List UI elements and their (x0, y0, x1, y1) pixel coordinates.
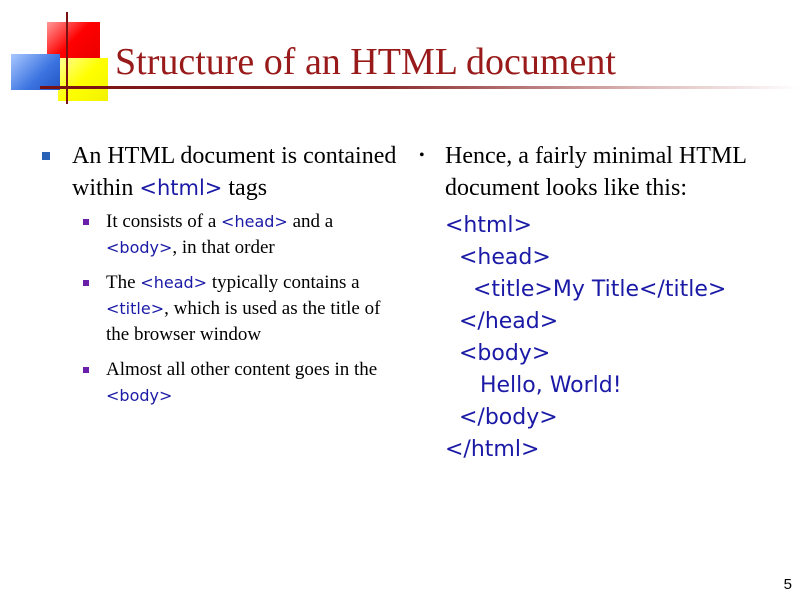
inline-code: <body> (106, 386, 173, 405)
inline-code: <html> (139, 176, 223, 200)
main-bullet (40, 140, 400, 204)
square-bullet-icon (83, 219, 89, 225)
bullet-text: tags (222, 175, 268, 201)
title-underline (40, 86, 800, 89)
vertical-line-shape (66, 12, 68, 104)
bullet-text: and a (287, 211, 334, 232)
bullet-text: An HTML document is contained within (72, 143, 397, 201)
right-column (411, 140, 781, 466)
right-bullet (411, 140, 781, 204)
left-column (40, 140, 400, 409)
bullet-text: Almost all other content goes in the (106, 359, 378, 380)
page-number: 5 (783, 576, 792, 593)
code-line: <body> (445, 341, 551, 366)
sub-bullet (40, 209, 400, 261)
code-line: <head> (445, 245, 551, 270)
bullet-text: Hence, a fairly minimal HTML document looks like this: (445, 143, 747, 201)
inline-code: <head> (140, 273, 208, 292)
sub-bullet (40, 270, 400, 348)
bullet-text: The (106, 272, 141, 293)
inline-code: <head> (221, 212, 288, 231)
sub-bullet (40, 357, 400, 409)
blue-square-shape (11, 54, 60, 90)
code-line: </body> (445, 405, 558, 430)
bullet-text: It consists of a (106, 211, 222, 232)
square-bullet-icon (42, 152, 50, 160)
inline-code: <title> (106, 299, 165, 318)
bullet-text: typically contains a (207, 272, 360, 293)
code-line: </head> (445, 309, 559, 334)
square-bullet-icon (83, 367, 89, 373)
slide-title: Structure of an HTML document (115, 41, 616, 83)
dot-bullet-icon: • (419, 147, 425, 164)
code-line: <html> (445, 213, 532, 238)
code-line: <title>My Title</title> (445, 277, 727, 302)
slide-logo-decoration (0, 0, 110, 110)
code-example (445, 210, 781, 466)
bullet-text: , which is used as the title of the browser window (106, 298, 381, 345)
bullet-text: , in that order (172, 237, 275, 258)
inline-code: <body> (106, 238, 173, 257)
code-line: </html> (445, 437, 540, 462)
code-line: Hello, World! (445, 373, 622, 398)
square-bullet-icon (83, 280, 89, 286)
